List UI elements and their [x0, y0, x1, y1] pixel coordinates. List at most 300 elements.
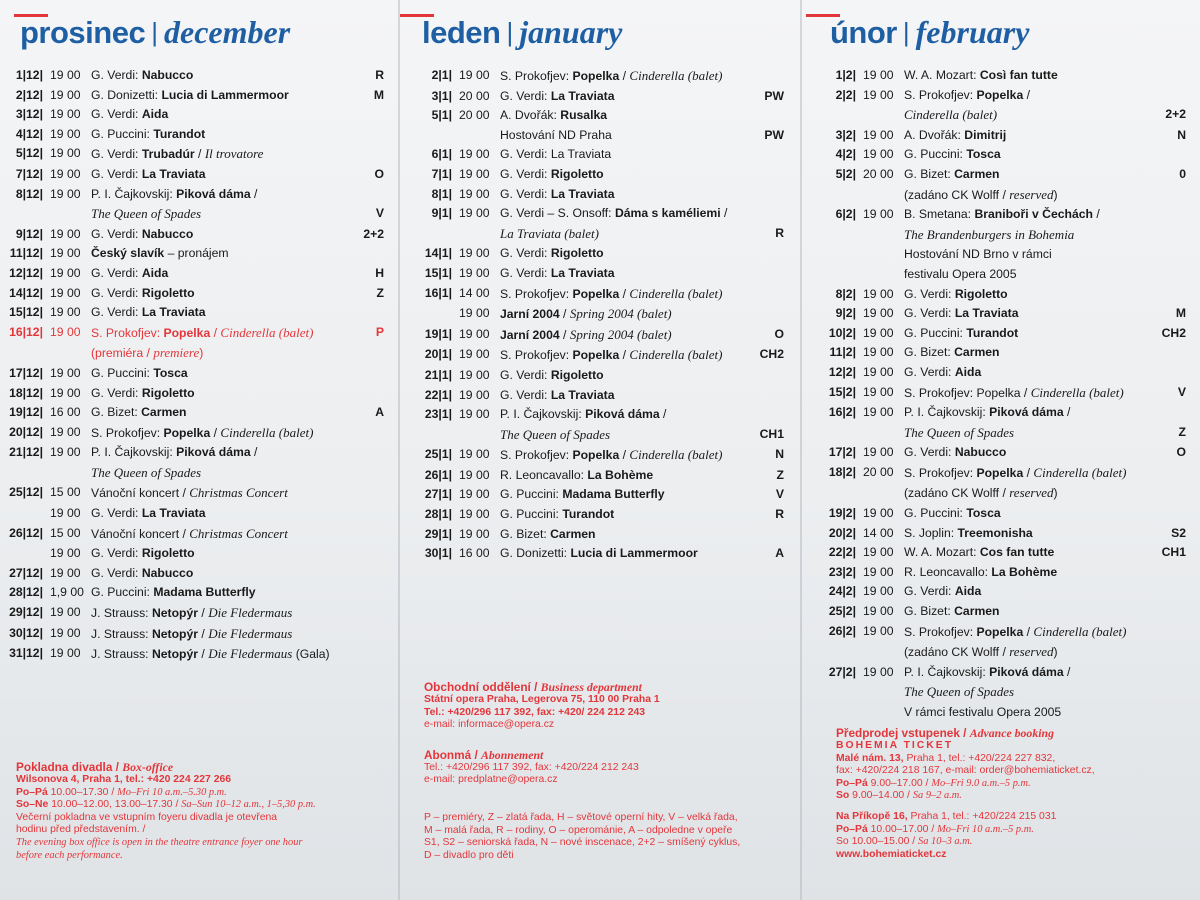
event-series-code: A	[775, 546, 784, 561]
event-title: The Queen of Spades	[91, 464, 202, 480]
event-title: J. Strauss: Netopýr / Die Fledermaus	[91, 625, 293, 641]
event-time: 19 00	[459, 407, 490, 422]
event-title: G. Bizet: Carmen	[500, 526, 596, 541]
event-time: 19 00	[863, 506, 894, 521]
event-title: R. Leoncavallo: La Bohème	[500, 467, 654, 482]
event-date: 19|1|	[424, 326, 452, 341]
event-title: (zadáno CK Wolff / reserved)	[904, 644, 1058, 660]
event-series-code	[352, 564, 384, 584]
event-series-code	[752, 145, 784, 165]
event-title: P. I. Čajkovskij: Piková dáma /	[91, 186, 258, 201]
event-title: S. Prokofjev: Popelka / Cinderella (balet)	[500, 285, 723, 301]
event-date	[0, 204, 43, 225]
event-series-code	[752, 204, 784, 224]
event-date: 2|12|	[15, 87, 43, 102]
event-series-code	[1154, 66, 1186, 86]
event-date: 27|2|	[828, 664, 856, 679]
event-row	[0, 86, 384, 106]
event-row	[0, 583, 384, 603]
event-title: B. Smetana: Braniboři v Čechách /	[904, 207, 1100, 222]
event-series-code	[1154, 343, 1186, 363]
event-row	[0, 463, 384, 484]
event-series-code: V	[1177, 384, 1186, 399]
event-time: 19 00	[863, 664, 894, 679]
event-title: Hostování ND Praha	[500, 127, 612, 142]
event-row	[800, 622, 1186, 643]
event-date: 23|1|	[424, 407, 452, 422]
event-row	[800, 504, 1186, 524]
event-series-code	[352, 624, 384, 645]
event-date: 7|1|	[431, 166, 452, 181]
event-title: S. Prokofjev: Popelka / Cinderella (balet)	[904, 623, 1127, 639]
event-series-code	[352, 244, 384, 264]
event-series-code	[1154, 145, 1186, 165]
event-row	[800, 126, 1186, 146]
event-series-code	[752, 264, 784, 284]
month-column-december	[0, 0, 400, 900]
event-series-code: O	[774, 326, 784, 341]
event-date	[800, 225, 856, 246]
event-row	[400, 466, 784, 486]
month-name-en: december	[163, 14, 291, 50]
event-row	[0, 343, 384, 364]
event-time: 19 00	[459, 326, 490, 341]
event-row	[0, 624, 384, 645]
event-series-code: V	[775, 487, 784, 502]
event-time: 19 00	[863, 564, 894, 579]
month-name-en: february	[915, 14, 1030, 50]
event-row	[800, 663, 1186, 683]
event-title: G. Puccini: Turandot	[904, 325, 1019, 340]
event-row	[0, 284, 384, 304]
event-date: 5|1|	[431, 108, 452, 123]
event-row	[800, 363, 1186, 383]
event-date: 9|12|	[15, 226, 43, 241]
event-date	[400, 126, 452, 146]
event-title: G. Verdi: Rigoletto	[91, 285, 195, 300]
event-series-code	[752, 386, 784, 406]
event-title: G. Verdi: Nabucco	[904, 445, 1007, 460]
event-series-code	[1154, 682, 1186, 703]
event-series-code	[1154, 403, 1186, 423]
event-title: G. Verdi: Trubadúr / Il trovatore	[91, 146, 264, 162]
event-date: 21|1|	[424, 367, 452, 382]
event-date: 21|12|	[9, 445, 43, 460]
event-title: The Brandenburgers in Bohemia	[904, 226, 1075, 242]
event-title: The Queen of Spades	[904, 684, 1015, 700]
event-title: Cinderella (balet)	[904, 107, 998, 123]
event-date: 17|12|	[9, 365, 43, 380]
event-time: 19 00	[50, 365, 81, 380]
event-title: G. Bizet: Carmen	[91, 405, 187, 420]
event-series-code	[752, 366, 784, 386]
event-series-code: S2	[1171, 525, 1186, 540]
event-time: 19 00	[459, 447, 490, 462]
event-time: 19 00	[50, 186, 81, 201]
event-row	[800, 324, 1186, 344]
event-time: 20 00	[863, 166, 894, 181]
event-time	[856, 682, 904, 703]
event-title: G. Verdi: Rigoletto	[91, 385, 195, 400]
event-title: (zadáno CK Wolff / reserved)	[904, 186, 1058, 202]
event-date	[800, 185, 856, 206]
event-time: 19 00	[863, 445, 894, 460]
event-date	[800, 703, 856, 723]
event-row	[800, 642, 1186, 663]
event-title: P. I. Čajkovskij: Piková dáma /	[91, 445, 258, 460]
event-time	[856, 265, 904, 285]
event-time: 19 00	[863, 68, 894, 82]
event-date: 9|2|	[835, 306, 856, 321]
event-time: 19 00	[50, 107, 81, 122]
event-date: 11|12|	[9, 246, 43, 261]
event-time: 19 00	[459, 68, 490, 82]
event-series-code	[1154, 285, 1186, 305]
event-time	[856, 245, 904, 265]
event-series-code: O	[374, 166, 384, 181]
event-date: 1|2|	[835, 68, 856, 82]
event-date: 7|12|	[15, 166, 43, 181]
event-series-code: A	[375, 405, 384, 420]
event-time: 19 00	[50, 646, 81, 661]
event-date: 16|2|	[828, 405, 856, 420]
event-series-code: Z	[776, 467, 784, 482]
event-title: P. I. Čajkovskij: Piková dáma /	[904, 664, 1071, 679]
event-series-code	[352, 504, 384, 524]
event-time: 19 00	[863, 384, 894, 399]
event-date: 14|1|	[424, 246, 452, 261]
event-series-code	[1154, 205, 1186, 225]
event-series-code	[752, 525, 784, 545]
event-row	[0, 524, 384, 545]
event-date	[400, 425, 452, 446]
event-series-code	[1154, 663, 1186, 683]
event-series-code	[752, 165, 784, 185]
event-date: 24|2|	[828, 584, 856, 599]
event-row	[0, 544, 384, 564]
event-time: 19 00	[863, 364, 894, 379]
event-date: 29|12|	[9, 605, 43, 620]
event-date	[0, 544, 43, 564]
event-row	[0, 443, 384, 463]
event-time	[43, 463, 91, 484]
event-time	[856, 642, 904, 663]
event-time: 16 00	[50, 405, 81, 420]
event-time: 19 00	[50, 506, 81, 521]
event-row	[0, 364, 384, 384]
event-series-code: V	[375, 206, 384, 221]
event-row	[800, 205, 1186, 225]
event-title: Vánoční koncert / Christmas Concert	[91, 485, 288, 501]
event-date: 12|12|	[9, 265, 43, 280]
event-title: G. Verdi: Rigoletto	[500, 367, 604, 382]
event-row	[400, 505, 784, 525]
event-time	[452, 425, 500, 446]
event-date: 20|12|	[9, 424, 43, 439]
event-date: 25|12|	[9, 485, 43, 500]
event-time: 19 00	[50, 445, 81, 460]
event-title: The Queen of Spades	[904, 424, 1015, 440]
event-time: 19 00	[50, 285, 81, 300]
event-time: 19 00	[459, 387, 490, 402]
event-series-code: Z	[376, 285, 384, 300]
event-time: 19 00	[459, 347, 490, 362]
event-title: G. Verdi: La Traviata	[91, 506, 206, 521]
event-title: G. Donizetti: Lucia di Lammermoor	[91, 87, 289, 102]
event-row	[400, 485, 784, 505]
event-date: 8|1|	[431, 186, 452, 201]
event-title: (premiéra / premiere)	[91, 345, 204, 361]
event-time: 19 00	[863, 127, 894, 142]
event-row	[800, 524, 1186, 544]
event-time: 1,9 00	[50, 585, 84, 600]
event-title: G. Verdi: Aida	[904, 584, 982, 599]
event-time	[452, 224, 500, 245]
event-title: G. Puccini: Turandot	[500, 507, 615, 522]
event-time: 20 00	[863, 464, 894, 479]
event-title: S. Prokofjev: Popelka / Cinderella (balet)	[91, 324, 314, 340]
event-title: Hostování ND Brno v rámci	[904, 247, 1052, 262]
event-title: G. Bizet: Carmen	[904, 166, 1000, 181]
event-title: G. Verdi: La Traviata	[904, 306, 1019, 321]
event-row	[800, 245, 1186, 265]
event-title: G. Verdi: La Traviata	[91, 305, 206, 320]
event-date: 22|1|	[424, 387, 452, 402]
event-title: G. Verdi: Aida	[91, 265, 169, 280]
event-title: festivalu Opera 2005	[904, 266, 1017, 281]
event-list	[800, 66, 1186, 723]
event-title: G. Verdi: Aida	[904, 364, 982, 379]
event-date: 15|1|	[424, 265, 452, 280]
event-title: S. Prokofjev: Popelka / Cinderella (balet)	[500, 447, 723, 463]
event-date: 5|12|	[15, 146, 43, 161]
event-time: 19 00	[863, 87, 894, 102]
event-series-code: P	[375, 324, 384, 339]
event-date: 10|2|	[828, 325, 856, 340]
event-time: 19 00	[50, 226, 81, 241]
event-series-code	[352, 483, 384, 504]
event-row	[400, 425, 784, 446]
event-date: 8|2|	[835, 286, 856, 301]
event-series-code	[352, 125, 384, 145]
event-title: G. Verdi: La Traviata	[500, 265, 615, 280]
event-date: 18|2|	[828, 464, 856, 479]
event-row	[400, 284, 784, 305]
event-title: S. Prokofjev: Popelka / Cinderella (balet)	[904, 464, 1127, 480]
event-title: W. A. Mozart: Così fan tutte	[904, 68, 1058, 82]
event-title: G. Puccini: Madama Butterfly	[500, 487, 665, 502]
event-row	[0, 483, 384, 504]
event-date: 6|1|	[431, 147, 452, 162]
event-row	[0, 384, 384, 404]
event-title: Jarní 2004 / Spring 2004 (balet)	[500, 306, 672, 322]
event-series-code	[352, 364, 384, 384]
event-series-code: H	[375, 265, 384, 280]
event-date: 17|2|	[828, 445, 856, 460]
event-row	[800, 582, 1186, 602]
event-title: G. Verdi: Nabucco	[91, 565, 194, 580]
event-row	[0, 105, 384, 125]
event-row	[400, 66, 784, 87]
event-title: G. Puccini: Tosca	[91, 365, 188, 380]
event-time: 20 00	[459, 108, 490, 123]
event-row	[800, 265, 1186, 285]
event-row	[0, 644, 384, 665]
event-time: 19 00	[50, 305, 81, 320]
event-time	[856, 483, 904, 504]
event-date: 15|12|	[9, 305, 43, 320]
event-row	[0, 66, 384, 86]
event-date: 1|12|	[15, 68, 43, 82]
event-title: G. Verdi: Aida	[91, 107, 169, 122]
event-series-code	[1154, 185, 1186, 206]
event-date	[400, 304, 452, 325]
event-series-code	[352, 583, 384, 603]
event-row	[400, 244, 784, 264]
event-date: 14|12|	[9, 285, 43, 300]
event-date: 15|2|	[828, 384, 856, 399]
event-series-code	[1154, 483, 1186, 504]
event-date: 19|12|	[9, 405, 43, 420]
event-row	[0, 144, 384, 165]
event-date: 27|12|	[9, 565, 43, 580]
event-series-code: R	[775, 507, 784, 522]
event-title: (zadáno CK Wolff / reserved)	[904, 485, 1058, 501]
event-time: 19 00	[863, 325, 894, 340]
business-department-info: Obchodní oddělení / Business department Státní opera Praha, Legerova 75, 110 00 Praha 1 Tel.: +420/296 117 392, fax: +420/ 224 212 243 e-mail: informace@opera.cz Abonmá / Abonnement Tel.: +420/296 117 392, fax: +420/224 212 243 e-mail: predplatne@opera.cz	[424, 680, 660, 786]
event-date	[800, 245, 856, 265]
event-series-code	[352, 443, 384, 463]
event-title: Český slavík – pronájem	[91, 246, 229, 261]
event-series-code: CH2	[1161, 325, 1186, 340]
event-series-code	[752, 405, 784, 425]
event-date: 28|12|	[9, 585, 43, 600]
event-series-code: R	[375, 68, 384, 82]
event-time	[856, 105, 904, 126]
event-date: 12|2|	[828, 364, 856, 379]
month-column-january	[400, 0, 800, 900]
event-title: Jarní 2004 / Spring 2004 (balet)	[500, 326, 672, 342]
event-time: 19 00	[50, 385, 81, 400]
event-date: 3|12|	[15, 107, 43, 122]
event-title: G. Verdi: Rigoletto	[500, 246, 604, 261]
event-date: 20|2|	[828, 525, 856, 540]
event-title: J. Strauss: Netopýr / Die Fledermaus	[91, 605, 293, 621]
event-date: 5|2|	[835, 166, 856, 181]
event-series-code: CH1	[759, 426, 784, 441]
event-series-code	[1154, 86, 1186, 106]
event-row	[400, 366, 784, 386]
event-row	[800, 343, 1186, 363]
event-series-code	[352, 644, 384, 665]
event-title: G. Puccini: Turandot	[91, 126, 206, 141]
event-series-code	[752, 244, 784, 264]
event-row	[0, 504, 384, 524]
event-title: V rámci festivalu Opera 2005	[904, 705, 1062, 719]
event-title: Vánoční koncert / Christmas Concert	[91, 525, 288, 541]
event-row	[800, 145, 1186, 165]
event-date	[800, 265, 856, 285]
event-row	[0, 125, 384, 145]
event-row	[800, 682, 1186, 703]
event-title: A. Dvořák: Rusalka	[500, 108, 608, 123]
event-series-code	[352, 105, 384, 125]
event-time: 19 00	[459, 206, 490, 221]
event-title: P. I. Čajkovskij: Piková dáma /	[500, 407, 667, 422]
event-time: 19 00	[863, 147, 894, 162]
event-date: 28|1|	[424, 507, 452, 522]
event-series-code	[1154, 463, 1186, 484]
event-series-code	[1154, 245, 1186, 265]
event-row	[0, 185, 384, 205]
event-time: 14 00	[863, 525, 894, 540]
event-row	[400, 405, 784, 425]
event-series-code	[752, 284, 784, 305]
event-series-code: O	[1176, 445, 1186, 460]
event-row	[800, 285, 1186, 305]
event-list	[0, 66, 384, 665]
event-title: G. Verdi: Nabucco	[91, 68, 194, 82]
month-heading: prosinec | december	[20, 14, 291, 50]
event-date: 4|2|	[835, 147, 856, 162]
event-row	[0, 403, 384, 423]
event-time: 19 00	[50, 87, 81, 102]
series-legend: P – premiéry, Z – zlatá řada, H – světové operní hity, V – velká řada, M – malá řada, R – rodiny, O – operománie, A – odpoledne v opeře S1, S2 – seniorská řada, N – nové inscenace, 2+2 – smíšený cyklus, D – divadlo pro děti	[424, 812, 741, 861]
event-date: 2|1|	[431, 68, 452, 82]
advance-booking-info: Předprodej vstupenek / Advance booking BOHEMIA TICKET Malé nám. 13, Praha 1, tel.: +420/224 227 832, fax: +420/224 218 167, e-mail: order@bohemiaticket.cz, Po–Pá 9.00–17.00 / Mo–Fri 9.0 a.m.–5 p.m. So 9.00–14.00 / Sa 9–2 a.m. Na Příkopě 16, Praha 1, tel.: +420/224 215 031 Po–Pá 10.00–17.00 / Mo–Fri 10 a.m.–5 p.m. So 10.00–15.00 / Sa 10–3 a.m. www.bohemiaticket.cz	[836, 726, 1095, 860]
month-heading: leden | january	[422, 14, 623, 50]
event-date	[800, 105, 856, 126]
event-row	[800, 225, 1186, 246]
month-name-en: january	[519, 14, 623, 50]
event-series-code	[1154, 622, 1186, 643]
event-date: 16|12|	[9, 324, 43, 339]
event-row	[400, 145, 784, 165]
event-date: 3|2|	[835, 127, 856, 142]
event-title: J. Strauss: Netopýr / Die Fledermaus (Gala)	[91, 646, 330, 662]
event-date	[0, 343, 43, 364]
event-series-code	[1154, 563, 1186, 583]
month-name-cz: prosinec	[20, 15, 146, 50]
event-time: 19 00	[50, 605, 81, 620]
event-title: G. Puccini: Madama Butterfly	[91, 585, 256, 600]
event-title: G. Puccini: Tosca	[904, 147, 1001, 162]
event-row	[800, 185, 1186, 206]
event-row	[400, 224, 784, 245]
event-date: 2|2|	[835, 87, 856, 102]
event-title: A. Dvořák: Dimitrij	[904, 127, 1007, 142]
event-date: 30|1|	[424, 546, 452, 561]
event-title: The Queen of Spades	[91, 206, 202, 222]
event-title: G. Verdi: Rigoletto	[500, 166, 604, 181]
event-series-code	[1154, 642, 1186, 663]
event-series-code	[352, 185, 384, 205]
event-title: G. Verdi: Rigoletto	[904, 286, 1008, 301]
event-row	[0, 603, 384, 624]
event-row	[800, 383, 1186, 404]
box-office-info: Pokladna divadla / Box-office Wilsonova 4, Praha 1, tel.: +420 224 227 266 Po–Pá 10.00–17.30 / Mo–Fri 10 a.m.–5.30 p.m. So–Ne 10.00–12.00, 13.00–17.30 / Sa–Sun 10–12 a.m., 1–5,30 p.m. Večerní pokladna ve vstupním foyeru divadla je otevřena hodinu před představením. / The evening box office is open in the theatre entrance foyer one hour before each performance.	[16, 760, 316, 861]
event-series-code	[352, 544, 384, 564]
event-row	[400, 325, 784, 346]
event-series-code	[1154, 602, 1186, 622]
event-series-code	[352, 423, 384, 444]
event-title: G. Verdi – S. Onsoff: Dáma s kaméliemi /	[500, 206, 728, 221]
event-time: 19 00	[459, 306, 490, 321]
event-row	[800, 463, 1186, 484]
event-series-code	[752, 185, 784, 205]
event-time: 19 00	[459, 367, 490, 382]
event-title: S. Prokofjev: Popelka / Cinderella (balet)	[500, 68, 723, 83]
